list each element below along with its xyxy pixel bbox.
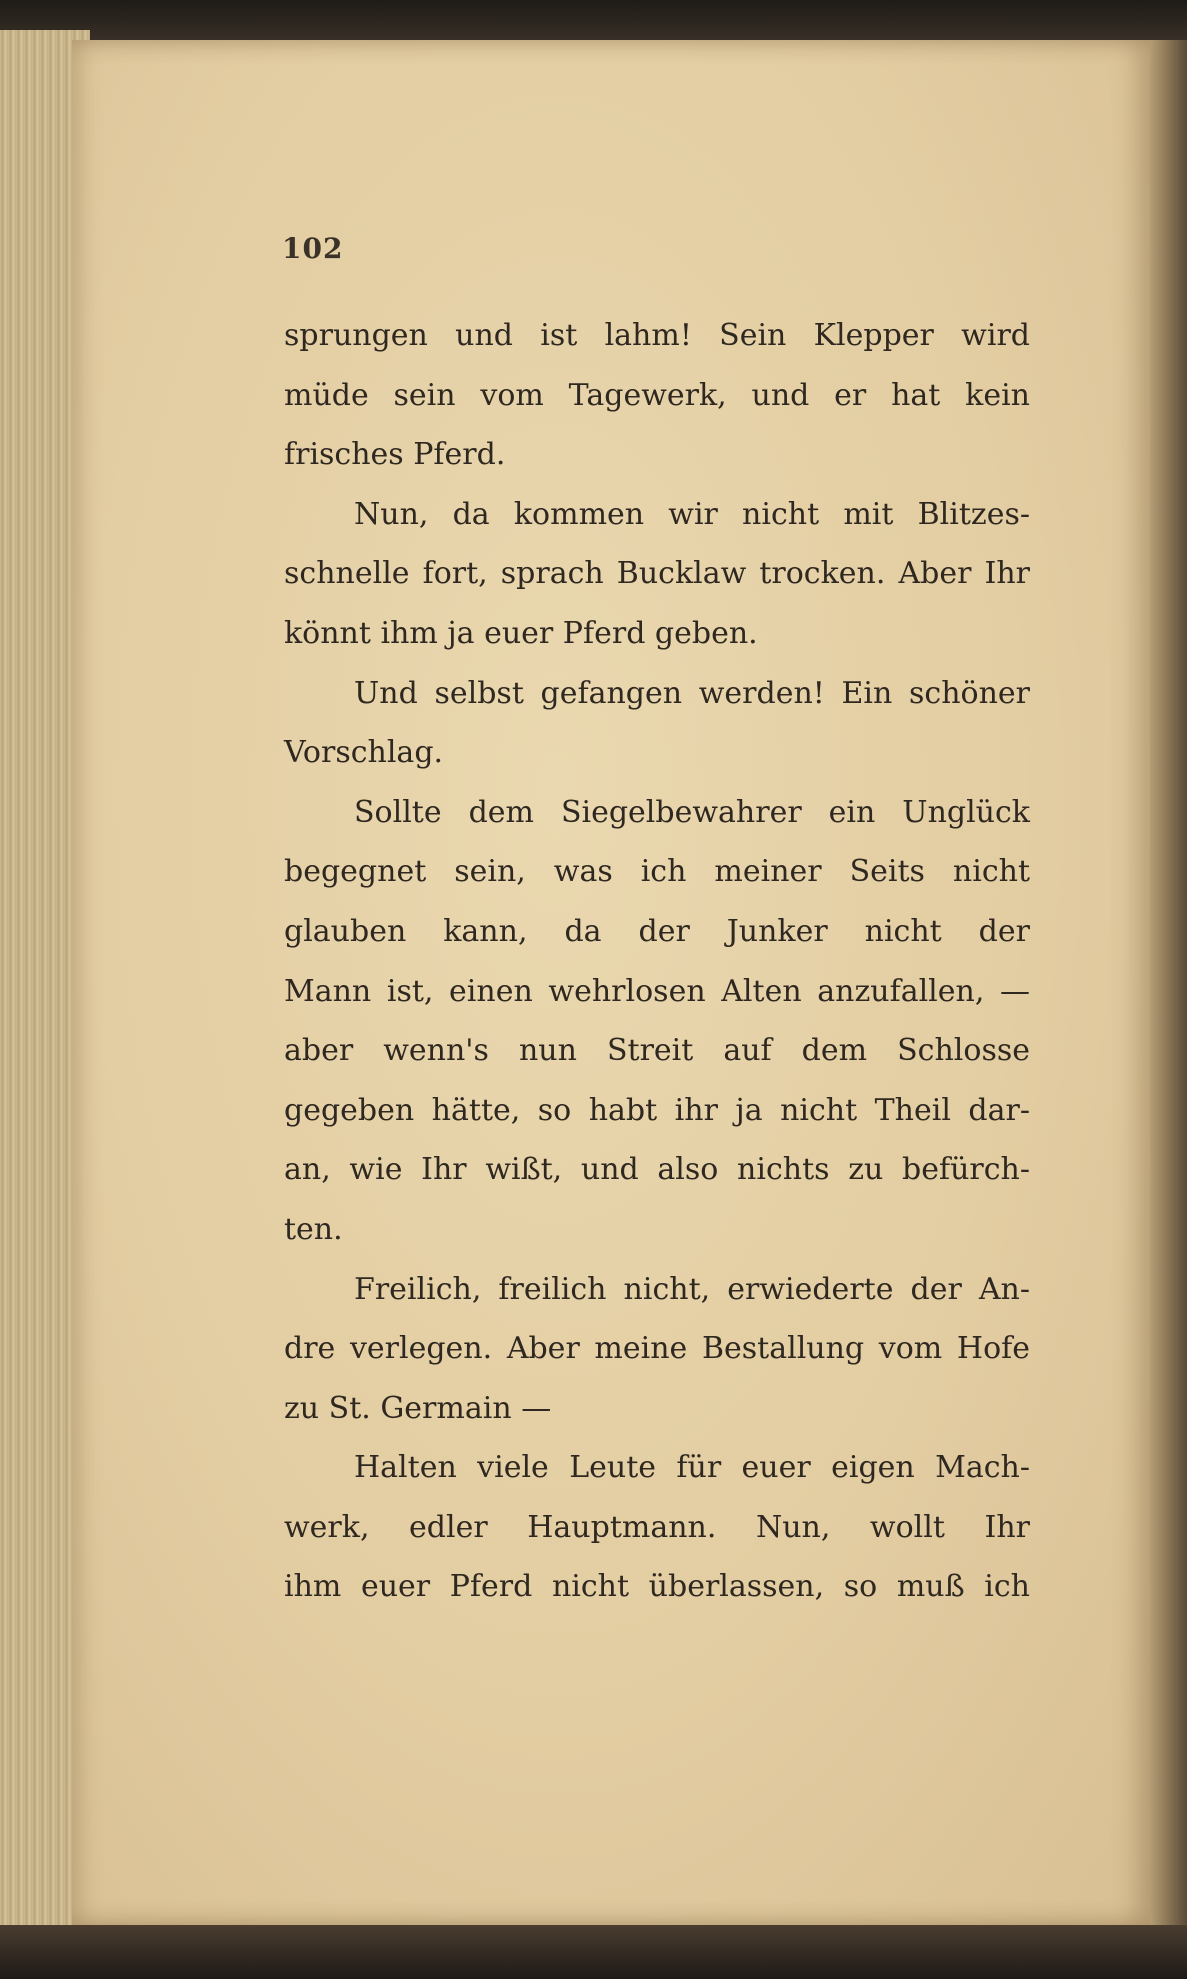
text-line: Und selbst gefangen werden! Ein schöner <box>354 675 1030 711</box>
text-line: glauben kann, da der Junker nicht der <box>284 913 1030 949</box>
text-line: Sollte dem Siegelbewahrer ein Unglück <box>354 794 1030 830</box>
text-line: gegeben hätte, so habt ihr ja nicht Theil dar- <box>284 1092 1030 1128</box>
text-line: ihm euer Pferd nicht überlassen, so muß ich <box>284 1569 1030 1605</box>
text-line: werk, edler Hauptmann. Nun, wollt Ihr <box>284 1509 1030 1545</box>
scan-border-bottom <box>0 1925 1187 1979</box>
text-line: aber wenn's nun Streit auf dem Schlosse <box>284 1033 1030 1069</box>
text-line: Nun, da kommen wir nicht mit Blitzes- <box>354 496 1030 532</box>
text-line: begegnet sein, was ich meiner Seits nicht <box>284 854 1030 890</box>
text-line: Mann ist, einen wehrlosen Alten anzufallen, — <box>284 973 1030 1009</box>
text-line: Halten viele Leute für euer eigen Mach- <box>354 1450 1030 1486</box>
body-text <box>284 310 1030 1621</box>
page-number: 102 <box>282 232 344 265</box>
text-line: Vorschlag. <box>284 735 444 771</box>
text-line: schnelle fort, sprach Bucklaw trocken. Aber Ihr <box>284 556 1030 592</box>
text-line: dre verlegen. Aber meine Bestallung vom Hofe <box>284 1331 1030 1367</box>
text-line: könnt ihm ja euer Pferd geben. <box>284 615 758 651</box>
scan-border-top <box>0 0 1187 44</box>
text-line: müde sein vom Tagewerk, und er hat kein <box>284 377 1030 413</box>
text-line: sprungen und ist lahm! Sein Klepper wird <box>284 318 1030 353</box>
text-line: an, wie Ihr wißt, und also nichts zu befürch- <box>284 1152 1030 1188</box>
text-line: Freilich, freilich nicht, erwiederte der An- <box>354 1271 1030 1307</box>
text-line: frisches Pferd. <box>284 437 506 473</box>
text-line: zu St. Germain — <box>284 1390 552 1426</box>
text-line: ten. <box>284 1211 343 1247</box>
